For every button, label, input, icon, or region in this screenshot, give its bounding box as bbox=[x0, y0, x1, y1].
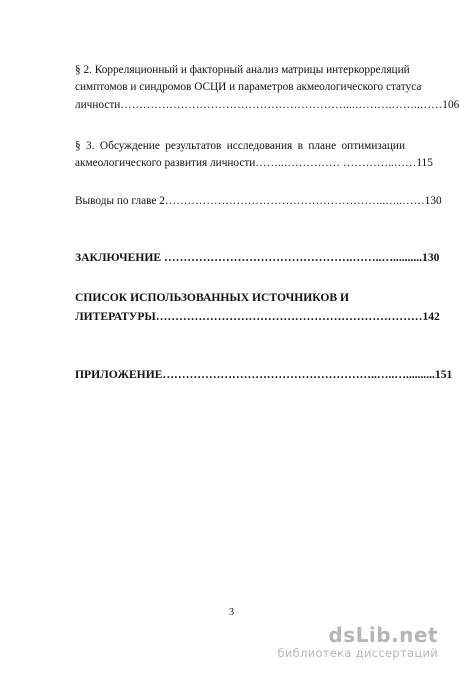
toc-section3-line1: § 3. Обсуждение результатов исследования в плане оптимизации bbox=[75, 140, 405, 152]
toc-conclusions-chapter2: Выводы по главе 2…………………………………………………..…..……130 bbox=[75, 195, 442, 207]
toc-section2-line3: личности……………………………………………………...……….……..……106 bbox=[75, 99, 459, 111]
page-number: 3 bbox=[229, 607, 234, 618]
toc-conclusion: ЗАКЛЮЧЕНИЕ ………………………………………….……..…..........130 bbox=[75, 251, 440, 264]
toc-references-line1: СПИСОК ИСПОЛЬЗОВАННЫХ ИСТОЧНИКОВ И bbox=[75, 291, 350, 304]
toc-section2-line1: § 2. Корреляционный и факторный анализ матрицы интеркорреляций bbox=[75, 64, 410, 76]
toc-section2-line2: симптомов и синдромов ОСЦИ и параметров акмеологического статуса bbox=[75, 81, 422, 93]
watermark-logo bbox=[228, 624, 438, 660]
watermark-brand: dsLib.net bbox=[328, 623, 438, 647]
toc-section3-line2: акмеологического развития личности……..…………… …………..……115 bbox=[75, 157, 433, 169]
toc-references-line2: ЛИТЕРАТУРЫ……………………………………………………………142 bbox=[75, 310, 440, 323]
toc-appendix: ПРИЛОЖЕНИЕ………………………………………………..…..…..........151 bbox=[75, 368, 453, 381]
watermark-subtitle: библиотека диссертаций bbox=[277, 646, 438, 660]
